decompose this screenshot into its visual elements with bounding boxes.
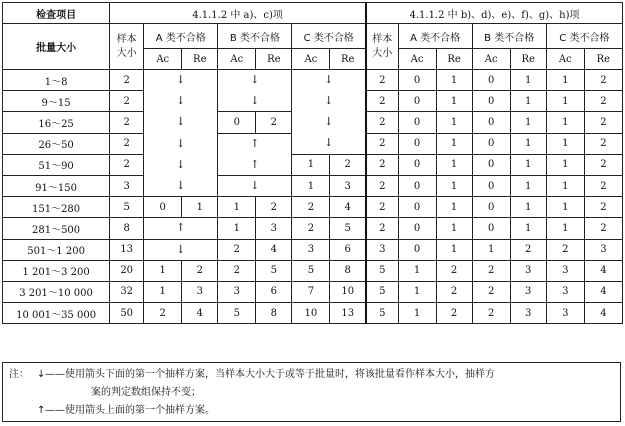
ac-cell: 5 xyxy=(218,303,256,324)
ac-cell: 0 xyxy=(472,154,510,175)
sample-size-cell: 2 xyxy=(110,154,144,175)
re-cell: 2 xyxy=(584,91,622,112)
lot-size-cell: 16～25 xyxy=(3,112,110,133)
table-row xyxy=(3,112,623,133)
re-cell: 5 xyxy=(330,218,366,239)
ac-cell: 2 xyxy=(546,239,584,260)
ac-cell: 5 xyxy=(292,260,330,281)
ac-cell: 10 xyxy=(292,303,330,324)
re-header: Re xyxy=(256,49,292,70)
re-cell: 1 xyxy=(510,70,546,91)
up-arrow-icon: ↑ xyxy=(37,405,46,416)
class-a-down-arrow: ↓ xyxy=(144,112,218,133)
ac-cell: 1 xyxy=(546,133,584,154)
sample-size-cell: 13 xyxy=(110,239,144,260)
table-note xyxy=(2,362,621,422)
ac-cell: 0 xyxy=(472,112,510,133)
class-b-up-arrow: ↑ xyxy=(218,154,292,175)
re-cell: 3 xyxy=(510,260,546,281)
sample-size-cell: 20 xyxy=(110,260,144,281)
sample-size-cell: 2 xyxy=(110,91,144,112)
ac-cell: 0 xyxy=(472,70,510,91)
table-row xyxy=(3,175,623,196)
re-header: Re xyxy=(510,49,546,70)
class-b-down-arrow: ↓ xyxy=(218,175,292,196)
re-cell: 1 xyxy=(436,239,472,260)
ac-cell: 0 xyxy=(144,197,182,218)
ac-cell: 1 xyxy=(292,175,330,196)
ac-cell: 0 xyxy=(472,218,510,239)
table-row xyxy=(3,133,623,154)
re-cell: 10 xyxy=(330,281,366,302)
class-b-down-arrow: ↓ xyxy=(218,91,292,112)
sample-size-cell: 2 xyxy=(110,133,144,154)
ac-header: Ac xyxy=(144,49,182,70)
ac-cell: 1 xyxy=(546,218,584,239)
re-cell: 1 xyxy=(510,175,546,196)
table-row xyxy=(3,70,623,91)
re-cell: 1 xyxy=(436,197,472,218)
re-header: Re xyxy=(330,49,366,70)
ac-cell: 1 xyxy=(546,197,584,218)
sample-size-cell: 5 xyxy=(366,303,398,324)
ac-cell: 0 xyxy=(398,175,436,196)
ac-cell: 1 xyxy=(144,260,182,281)
re-cell: 2 xyxy=(330,154,366,175)
re-cell: 2 xyxy=(510,239,546,260)
lot-size-cell: 151～280 xyxy=(3,197,110,218)
ac-cell: 1 xyxy=(546,70,584,91)
re-cell: 3 xyxy=(256,218,292,239)
re-header: Re xyxy=(436,49,472,70)
re-cell: 2 xyxy=(436,303,472,324)
sample-size-header-2: 样本 大小 xyxy=(366,24,398,70)
re-cell: 1 xyxy=(436,133,472,154)
re-cell: 4 xyxy=(584,281,622,302)
class-a-header-2: A 类不合格 xyxy=(398,24,472,49)
lot-size-cell: 10 001～35 000 xyxy=(3,303,110,324)
class-c-down-arrow: ↓ xyxy=(292,91,366,112)
sample-size-cell: 2 xyxy=(366,175,398,196)
lot-size-cell: 501～1 200 xyxy=(3,239,110,260)
ac-cell: 1 xyxy=(398,281,436,302)
re-cell: 8 xyxy=(330,260,366,281)
re-cell: 1 xyxy=(510,197,546,218)
lot-size-cell: 9～15 xyxy=(3,91,110,112)
re-cell: 2 xyxy=(182,260,218,281)
class-a-down-arrow: ↓ xyxy=(144,133,218,154)
sample-size-cell: 50 xyxy=(110,303,144,324)
ac-cell: 0 xyxy=(472,133,510,154)
re-cell: 3 xyxy=(510,303,546,324)
lot-size-cell: 26～50 xyxy=(3,133,110,154)
down-arrow-icon: ↓ xyxy=(37,369,46,380)
class-a-down-arrow: ↓ xyxy=(144,239,218,260)
table-row xyxy=(3,260,623,281)
ac-cell: 0 xyxy=(398,154,436,175)
ac-cell: 0 xyxy=(398,239,436,260)
re-cell: 1 xyxy=(436,91,472,112)
lot-size-cell: 91～150 xyxy=(3,175,110,196)
re-cell: 2 xyxy=(584,218,622,239)
ac-header: Ac xyxy=(218,49,256,70)
class-b-header-1: B 类不合格 xyxy=(218,24,292,49)
re-cell: 6 xyxy=(256,281,292,302)
ac-cell: 7 xyxy=(292,281,330,302)
sample-size-cell: 3 xyxy=(366,239,398,260)
re-cell: 1 xyxy=(510,112,546,133)
class-c-header-1: C 类不合格 xyxy=(292,24,366,49)
note-down-continuation: 案的判定数组保持不变； xyxy=(91,387,201,398)
class-a-down-arrow: ↓ xyxy=(144,154,218,175)
ac-cell: 2 xyxy=(472,281,510,302)
ac-cell: 0 xyxy=(398,70,436,91)
ac-cell: 0 xyxy=(472,91,510,112)
sample-size-header-1: 样本 大小 xyxy=(110,24,144,70)
ac-cell: 3 xyxy=(546,281,584,302)
re-cell: 2 xyxy=(256,112,292,133)
sample-size-cell: 2 xyxy=(366,197,398,218)
ac-cell: 3 xyxy=(218,281,256,302)
ac-cell: 1 xyxy=(398,260,436,281)
re-cell: 4 xyxy=(330,197,366,218)
re-cell: 2 xyxy=(584,154,622,175)
sample-size-cell: 32 xyxy=(110,281,144,302)
sample-size-cell: 2 xyxy=(366,112,398,133)
re-cell: 13 xyxy=(330,303,366,324)
ac-header: Ac xyxy=(292,49,330,70)
class-a-down-arrow: ↓ xyxy=(144,70,218,91)
sample-size-cell: 2 xyxy=(366,133,398,154)
ac-cell: 2 xyxy=(144,303,182,324)
ac-cell: 2 xyxy=(472,260,510,281)
ac-cell: 3 xyxy=(292,239,330,260)
lot-size-cell: 51～90 xyxy=(3,154,110,175)
class-b-up-arrow: ↑ xyxy=(218,133,292,154)
note-up-text: ——使用箭头上面的第一个抽样方案。 xyxy=(45,405,215,416)
re-header: Re xyxy=(584,49,622,70)
ac-cell: 2 xyxy=(218,239,256,260)
table-row xyxy=(3,281,623,302)
ac-cell: 0 xyxy=(472,197,510,218)
re-cell: 2 xyxy=(584,112,622,133)
ac-cell: 1 xyxy=(398,303,436,324)
ac-cell: 2 xyxy=(472,303,510,324)
re-cell: 4 xyxy=(256,239,292,260)
sample-size-cell: 2 xyxy=(366,218,398,239)
ac-cell: 1 xyxy=(218,197,256,218)
lot-size-header: 批量大小 xyxy=(3,24,110,70)
ac-cell: 2 xyxy=(218,260,256,281)
re-cell: 2 xyxy=(584,70,622,91)
ac-cell: 0 xyxy=(398,197,436,218)
sample-size-cell: 2 xyxy=(366,91,398,112)
table-row xyxy=(3,154,623,175)
re-cell: 1 xyxy=(436,218,472,239)
lot-size-cell: 3 201～10 000 xyxy=(3,281,110,302)
class-c-down-arrow: ↓ xyxy=(292,133,366,154)
sample-size-cell: 2 xyxy=(110,112,144,133)
table-row xyxy=(3,239,623,260)
class-b-header-2: B 类不合格 xyxy=(472,24,546,49)
re-cell: 3 xyxy=(584,239,622,260)
class-c-down-arrow: ↓ xyxy=(292,112,366,133)
group1-title: 4.1.1.2 中 a)、c)项 xyxy=(110,3,366,24)
ac-cell: 0 xyxy=(398,133,436,154)
ac-cell: 0 xyxy=(398,218,436,239)
table-row xyxy=(3,91,623,112)
re-cell: 3 xyxy=(510,281,546,302)
re-cell: 4 xyxy=(182,303,218,324)
re-cell: 8 xyxy=(256,303,292,324)
re-cell: 1 xyxy=(510,133,546,154)
class-c-header-2: C 类不合格 xyxy=(546,24,622,49)
re-cell: 6 xyxy=(330,239,366,260)
ac-header: Ac xyxy=(472,49,510,70)
ac-cell: 1 xyxy=(546,91,584,112)
re-header: Re xyxy=(182,49,218,70)
re-cell: 2 xyxy=(256,197,292,218)
sample-size-cell: 2 xyxy=(366,154,398,175)
re-cell: 2 xyxy=(584,175,622,196)
re-cell: 2 xyxy=(436,281,472,302)
class-b-down-arrow: ↓ xyxy=(218,70,292,91)
sample-size-cell: 2 xyxy=(366,70,398,91)
lot-size-cell: 1 201～3 200 xyxy=(3,260,110,281)
re-cell: 4 xyxy=(584,303,622,324)
re-cell: 1 xyxy=(510,154,546,175)
ac-cell: 0 xyxy=(398,91,436,112)
note-down-text: ——使用箭头下面的第一个抽样方案，当样本大小大于或等于批量时，将该批量看作样本大小，抽样方 xyxy=(45,369,495,380)
re-cell: 2 xyxy=(436,260,472,281)
re-cell: 5 xyxy=(256,260,292,281)
note-down-line xyxy=(9,366,614,384)
ac-header: Ac xyxy=(546,49,584,70)
sample-size-cell: 5 xyxy=(366,260,398,281)
ac-cell: 3 xyxy=(546,303,584,324)
note-label: 注： xyxy=(9,369,29,380)
sample-size-cell: 5 xyxy=(366,281,398,302)
sample-size-cell: 2 xyxy=(110,70,144,91)
table-row xyxy=(3,303,623,324)
class-a-up-arrow: ↑ xyxy=(144,218,218,239)
inspection-item-header: 检查项目 xyxy=(3,3,110,24)
table-row xyxy=(3,197,623,218)
re-cell: 2 xyxy=(584,133,622,154)
re-cell: 1 xyxy=(182,197,218,218)
ac-cell: 1 xyxy=(546,154,584,175)
lot-size-cell: 1～8 xyxy=(3,70,110,91)
ac-header: Ac xyxy=(398,49,436,70)
class-a-down-arrow: ↓ xyxy=(144,91,218,112)
table-row xyxy=(3,218,623,239)
re-cell: 2 xyxy=(584,197,622,218)
re-cell: 3 xyxy=(182,281,218,302)
class-c-down-arrow: ↓ xyxy=(292,70,366,91)
note-up-line xyxy=(9,402,614,420)
ac-cell: 0 xyxy=(218,112,256,133)
ac-cell: 0 xyxy=(398,112,436,133)
ac-cell: 1 xyxy=(218,218,256,239)
re-cell: 4 xyxy=(584,260,622,281)
group2-title: 4.1.1.2 中 b)、d)、e)、f)、g)、h)项 xyxy=(366,3,623,24)
re-cell: 1 xyxy=(436,154,472,175)
ac-cell: 1 xyxy=(292,154,330,175)
re-cell: 1 xyxy=(510,218,546,239)
ac-cell: 1 xyxy=(546,175,584,196)
class-a-header-1: A 类不合格 xyxy=(144,24,218,49)
re-cell: 1 xyxy=(436,175,472,196)
re-cell: 1 xyxy=(436,70,472,91)
sample-size-cell: 8 xyxy=(110,218,144,239)
ac-cell: 1 xyxy=(472,239,510,260)
re-cell: 1 xyxy=(436,112,472,133)
class-a-down-arrow: ↓ xyxy=(144,175,218,196)
ac-cell: 2 xyxy=(292,197,330,218)
sample-size-cell: 5 xyxy=(110,197,144,218)
sampling-plan-table xyxy=(2,2,623,324)
re-cell: 3 xyxy=(330,175,366,196)
ac-cell: 2 xyxy=(292,218,330,239)
lot-size-cell: 281～500 xyxy=(3,218,110,239)
ac-cell: 0 xyxy=(472,175,510,196)
ac-cell: 3 xyxy=(546,260,584,281)
re-cell: 1 xyxy=(510,91,546,112)
ac-cell: 1 xyxy=(546,112,584,133)
sample-size-cell: 3 xyxy=(110,175,144,196)
ac-cell: 1 xyxy=(144,281,182,302)
